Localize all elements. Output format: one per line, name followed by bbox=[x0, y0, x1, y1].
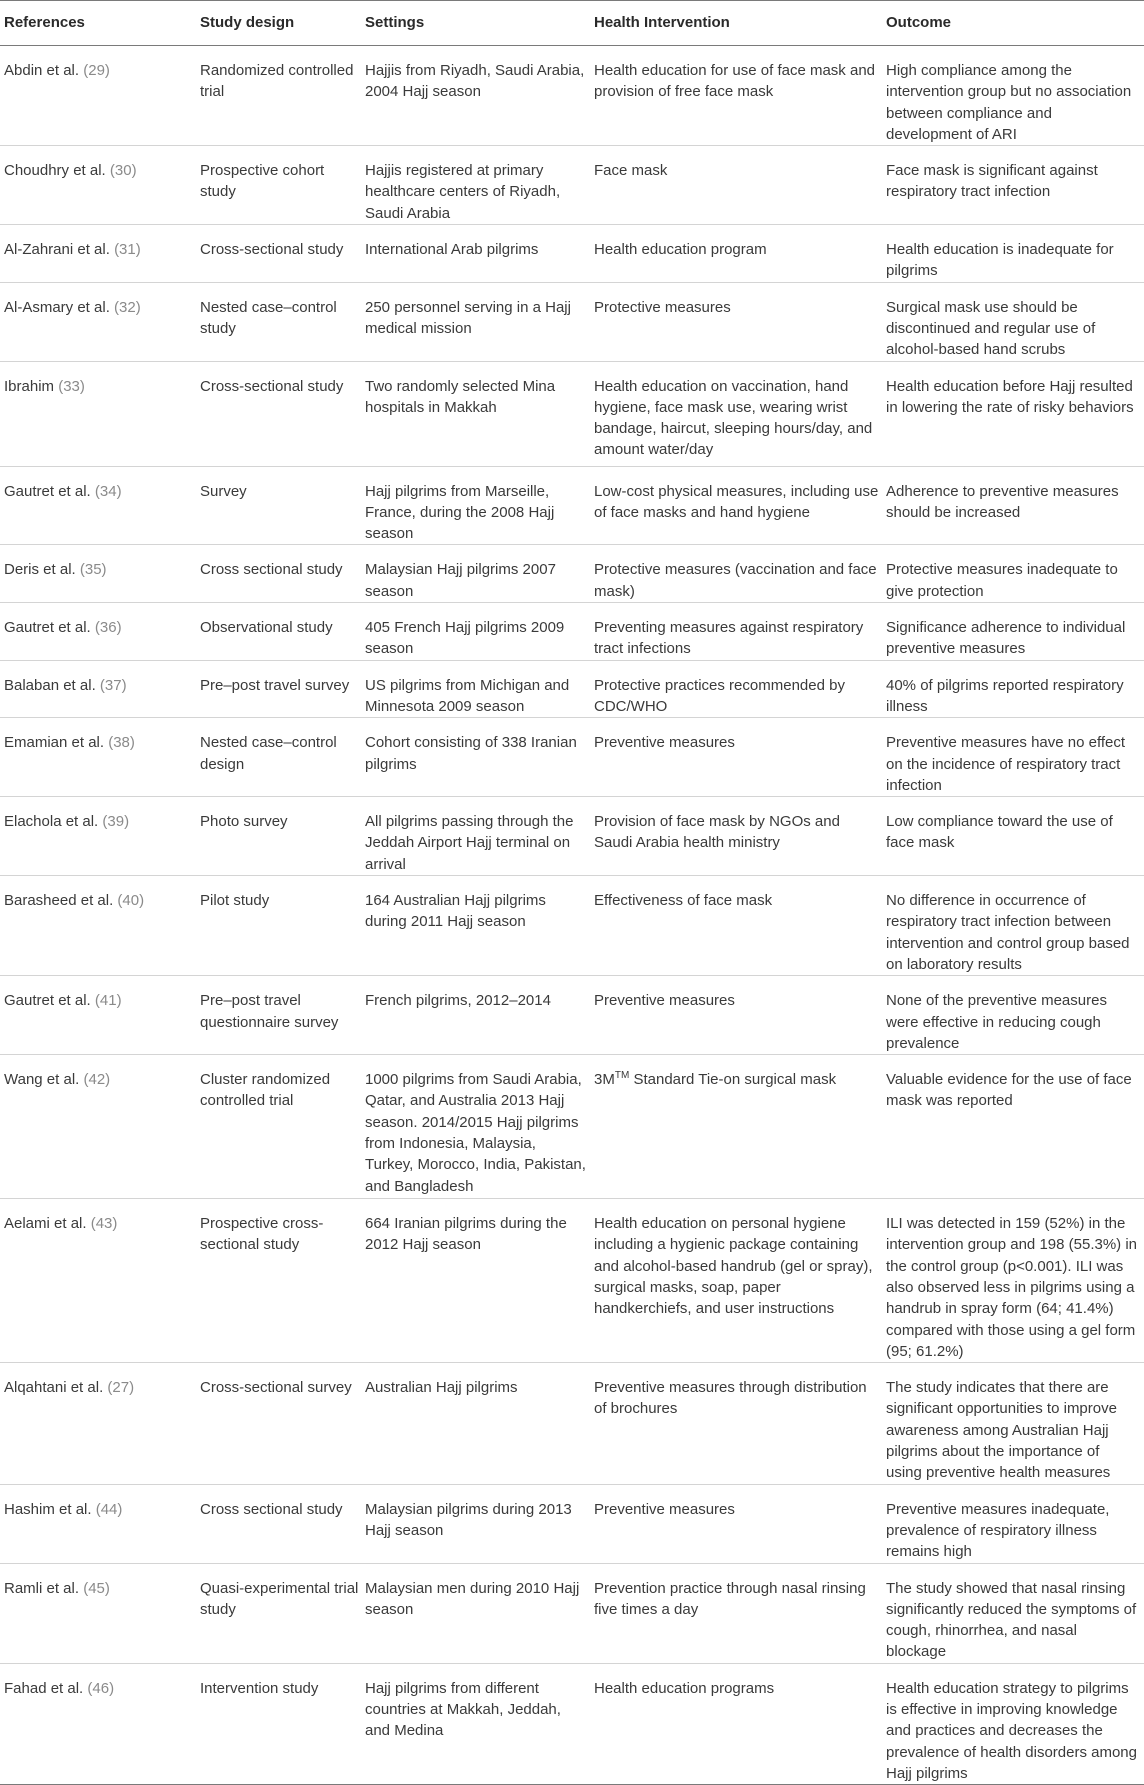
cell-study-design bbox=[200, 1055, 365, 1199]
settings-text: Malaysian men during 2010 Hajj season bbox=[365, 1579, 580, 1618]
cell-health-intervention bbox=[594, 46, 886, 146]
study-design-text: Quasi-experimental trial study bbox=[200, 1579, 359, 1618]
settings-text: Malaysian pilgrims during 2013 Hajj season bbox=[365, 1500, 572, 1539]
cell-study-design bbox=[200, 660, 365, 718]
reference-author: Al-Asmary et al. bbox=[4, 298, 110, 316]
cell-settings bbox=[365, 603, 594, 661]
settings-text: Australian Hajj pilgrims bbox=[365, 1379, 518, 1397]
cell-health-intervention bbox=[594, 1563, 886, 1663]
reference-author: Choudhry et al. bbox=[4, 162, 106, 180]
cell-health-intervention bbox=[594, 146, 886, 225]
cell-settings bbox=[365, 797, 594, 876]
reference-author: Gautret et al. bbox=[4, 619, 91, 637]
reference-number: (41) bbox=[94, 992, 122, 1010]
intervention-text: Protective measures bbox=[594, 298, 731, 316]
outcome-text: 40% of pilgrims reported respiratory illness bbox=[886, 676, 1124, 715]
cell-settings bbox=[365, 1055, 594, 1199]
settings-text: Hajj pilgrims from Marseille, France, during the 2008 Hajj season bbox=[365, 482, 555, 543]
reference-author: Hashim et al. bbox=[4, 1500, 92, 1518]
reference-number: (32) bbox=[114, 298, 141, 316]
intervention-text: Preventive measures bbox=[594, 734, 735, 752]
cell-outcome bbox=[886, 797, 1144, 876]
cell-settings bbox=[365, 1563, 594, 1663]
outcome-text: None of the preventive measures were effective in reducing cough prevalence bbox=[886, 992, 1107, 1052]
cell-study-design bbox=[200, 361, 365, 466]
cell-settings bbox=[365, 1484, 594, 1563]
cell-reference bbox=[0, 1199, 200, 1363]
study-design-text: Photo survey bbox=[200, 813, 288, 831]
cell-health-intervention bbox=[594, 797, 886, 876]
cell-outcome bbox=[886, 1199, 1144, 1363]
intervention-text: Protective practices recommended by CDC/WHO bbox=[594, 676, 845, 715]
reference-number: (37) bbox=[99, 676, 127, 694]
settings-text: 1000 pilgrims from Saudi Arabia, Qatar, and Australia 2013 Hajj season. 2014/2015 Hajj pilgrims from Indonesia, Malaysia, Turkey, Morocco, India, Pakistan, and Bangladesh bbox=[365, 1071, 586, 1195]
study-design-text: Cross-sectional study bbox=[200, 377, 344, 395]
table-row bbox=[0, 797, 1144, 876]
cell-reference bbox=[0, 603, 200, 661]
cell-study-design bbox=[200, 1363, 365, 1484]
cell-settings bbox=[365, 545, 594, 603]
cell-settings bbox=[365, 1363, 594, 1484]
cell-settings bbox=[365, 225, 594, 283]
study-design-text: Prospective cohort study bbox=[200, 162, 325, 201]
study-design-text: Randomized controlled trial bbox=[200, 62, 354, 101]
cell-reference bbox=[0, 976, 200, 1055]
intervention-text: Preventing measures against respiratory tract infections bbox=[594, 619, 864, 658]
intervention-text: Health education programs bbox=[594, 1679, 775, 1697]
intervention-text: Low-cost physical measures, including use of face masks and hand hygiene bbox=[594, 482, 879, 521]
table-header bbox=[0, 1, 1144, 46]
header-health-intervention: Health Intervention bbox=[594, 1, 886, 46]
reference-number: (38) bbox=[108, 734, 135, 752]
settings-text: Cohort consisting of 338 Iranian pilgrims bbox=[365, 734, 577, 773]
cell-settings bbox=[365, 282, 594, 361]
reference-author: Alqahtani et al. bbox=[4, 1379, 104, 1397]
reference-author: Emamian et al. bbox=[4, 734, 105, 752]
cell-study-design bbox=[200, 1199, 365, 1363]
reference-number: (33) bbox=[58, 377, 85, 395]
cell-health-intervention bbox=[594, 545, 886, 603]
reference-author: Balaban et al. bbox=[4, 676, 96, 694]
cell-health-intervention bbox=[594, 1055, 886, 1199]
settings-text: 164 Australian Hajj pilgrims during 2011 Hajj season bbox=[365, 892, 546, 931]
trademark-superscript: TM bbox=[614, 1070, 630, 1082]
intervention-text: Preventive measures bbox=[594, 992, 735, 1010]
cell-settings bbox=[365, 466, 594, 545]
cell-health-intervention bbox=[594, 1484, 886, 1563]
header-settings: Settings bbox=[365, 1, 594, 46]
outcome-text: High compliance among the intervention group but no association between compliance and development of ARI bbox=[886, 62, 1132, 143]
table-row bbox=[0, 282, 1144, 361]
settings-text: Two randomly selected Mina hospitals in Makkah bbox=[365, 377, 556, 416]
study-design-text: Prospective cross-sectional study bbox=[200, 1215, 324, 1254]
cell-outcome bbox=[886, 603, 1144, 661]
table-row bbox=[0, 718, 1144, 797]
cell-reference bbox=[0, 466, 200, 545]
outcome-text: Valuable evidence for the use of face mask was reported bbox=[886, 1071, 1132, 1110]
study-design-text: Cluster randomized controlled trial bbox=[200, 1071, 331, 1110]
reference-number: (44) bbox=[95, 1500, 123, 1518]
study-design-text: Pre–post travel survey bbox=[200, 676, 350, 694]
cell-outcome bbox=[886, 545, 1144, 603]
cell-outcome bbox=[886, 146, 1144, 225]
reference-author: Abdin et al. bbox=[4, 62, 80, 79]
intervention-text: Face mask bbox=[594, 162, 668, 180]
settings-text: French pilgrims, 2012–2014 bbox=[365, 992, 551, 1010]
study-design-text: Cross-sectional study bbox=[200, 241, 344, 259]
study-design-text: Intervention study bbox=[200, 1679, 319, 1697]
table-row bbox=[0, 545, 1144, 603]
study-design-text: Survey bbox=[200, 482, 247, 500]
cell-reference bbox=[0, 660, 200, 718]
reference-number: (35) bbox=[79, 561, 107, 579]
intervention-text: Preventive measures bbox=[594, 1500, 735, 1518]
outcome-text: Adherence to preventive measures should be increased bbox=[886, 482, 1119, 521]
outcome-text: Surgical mask use should be discontinued and regular use of alcohol-based hand scrubs bbox=[886, 298, 1096, 359]
table-row bbox=[0, 225, 1144, 283]
table-row bbox=[0, 876, 1144, 976]
outcome-text: Significance adherence to individual preventive measures bbox=[886, 619, 1126, 658]
cell-study-design bbox=[200, 1563, 365, 1663]
cell-health-intervention bbox=[594, 976, 886, 1055]
outcome-text: Health education is inadequate for pilgrims bbox=[886, 241, 1114, 280]
reference-author: Aelami et al. bbox=[4, 1215, 87, 1233]
cell-health-intervention bbox=[594, 718, 886, 797]
reference-author: Fahad et al. bbox=[4, 1679, 84, 1697]
reference-number: (46) bbox=[87, 1679, 115, 1697]
intervention-text: Preventive measures through distribution of brochures bbox=[594, 1379, 867, 1418]
reference-author: Wang et al. bbox=[4, 1071, 80, 1089]
settings-text: US pilgrims from Michigan and Minnesota 2009 season bbox=[365, 676, 570, 715]
settings-text: International Arab pilgrims bbox=[365, 241, 539, 259]
header-outcome: Outcome bbox=[886, 1, 1144, 46]
cell-reference bbox=[0, 1563, 200, 1663]
cell-outcome bbox=[886, 1563, 1144, 1663]
settings-text: Malaysian Hajj pilgrims 2007 season bbox=[365, 561, 556, 600]
cell-outcome bbox=[886, 1055, 1144, 1199]
table-body bbox=[0, 46, 1144, 1785]
cell-health-intervention bbox=[594, 660, 886, 718]
reference-number: (29) bbox=[83, 62, 110, 79]
cell-reference bbox=[0, 282, 200, 361]
cell-reference bbox=[0, 361, 200, 466]
cell-study-design bbox=[200, 146, 365, 225]
table-row bbox=[0, 1363, 1144, 1484]
outcome-text: Preventive measures have no effect on the incidence of respiratory tract infection bbox=[886, 734, 1126, 794]
outcome-text: No difference in occurrence of respiratory tract infection between intervention and control group based on laboratory results bbox=[886, 892, 1130, 973]
study-design-text: Pre–post travel questionnaire survey bbox=[200, 992, 339, 1031]
reference-number: (43) bbox=[90, 1215, 118, 1233]
intervention-text: Prevention practice through nasal rinsing five times a day bbox=[594, 1579, 866, 1618]
cell-study-design bbox=[200, 282, 365, 361]
cell-outcome bbox=[886, 660, 1144, 718]
intervention-text: Protective measures (vaccination and face mask) bbox=[594, 561, 877, 600]
table-row bbox=[0, 146, 1144, 225]
cell-health-intervention bbox=[594, 225, 886, 283]
cell-health-intervention bbox=[594, 361, 886, 466]
study-design-text: Cross sectional study bbox=[200, 1500, 343, 1518]
cell-settings bbox=[365, 876, 594, 976]
cell-settings bbox=[365, 146, 594, 225]
reference-author: Elachola et al. bbox=[4, 813, 99, 831]
header-references: References bbox=[0, 1, 200, 46]
intervention-text: Effectiveness of face mask bbox=[594, 892, 773, 910]
cell-study-design bbox=[200, 603, 365, 661]
reference-number: (27) bbox=[107, 1379, 135, 1397]
study-design-text: Observational study bbox=[200, 619, 333, 637]
cell-outcome bbox=[886, 361, 1144, 466]
outcome-text: Health education strategy to pilgrims is effective in improving knowledge and practices and decreases the prevalence of health disorders among Hajj pilgrims bbox=[886, 1679, 1137, 1782]
table-row bbox=[0, 1484, 1144, 1563]
cell-reference bbox=[0, 46, 200, 146]
cell-health-intervention bbox=[594, 282, 886, 361]
settings-text: Hajjis from Riyadh, Saudi Arabia, 2004 Hajj season bbox=[365, 62, 585, 101]
cell-study-design bbox=[200, 797, 365, 876]
intervention-brand: 3M bbox=[594, 1071, 615, 1089]
cell-health-intervention bbox=[594, 1663, 886, 1784]
cell-study-design bbox=[200, 876, 365, 976]
reference-number: (39) bbox=[102, 813, 130, 831]
settings-text: Hajjis registered at primary healthcare centers of Riyadh, Saudi Arabia bbox=[365, 162, 561, 222]
study-design-text: Cross sectional study bbox=[200, 561, 343, 579]
cell-health-intervention bbox=[594, 1199, 886, 1363]
study-design-text: Pilot study bbox=[200, 892, 270, 910]
cell-outcome bbox=[886, 225, 1144, 283]
cell-study-design bbox=[200, 1484, 365, 1563]
study-design-text: Nested case–control design bbox=[200, 734, 337, 773]
cell-study-design bbox=[200, 1663, 365, 1784]
intervention-text: Provision of face mask by NGOs and Saudi Arabia health ministry bbox=[594, 813, 840, 852]
table-row bbox=[0, 466, 1144, 545]
cell-study-design bbox=[200, 545, 365, 603]
outcome-text: Low compliance toward the use of face mask bbox=[886, 813, 1113, 852]
table-row bbox=[0, 976, 1144, 1055]
intervention-text: Health education on vaccination, hand hygiene, face mask use, wearing wrist bandage, haircut, sleeping hours/day, and amount water/day bbox=[594, 377, 873, 459]
cell-reference bbox=[0, 1363, 200, 1484]
reference-number: (36) bbox=[94, 619, 122, 637]
cell-outcome bbox=[886, 46, 1144, 146]
outcome-text: Health education before Hajj resulted in lowering the rate of risky behaviors bbox=[886, 377, 1134, 416]
reference-number: (30) bbox=[109, 162, 137, 180]
intervention-text: Health education program bbox=[594, 241, 767, 259]
intervention-text: Standard Tie-on surgical mask bbox=[633, 1071, 837, 1089]
settings-text: 664 Iranian pilgrims during the 2012 Hajj season bbox=[365, 1215, 567, 1254]
settings-text: Hajj pilgrims from different countries at Makkah, Jeddah, and Medina bbox=[365, 1679, 561, 1740]
cell-outcome bbox=[886, 282, 1144, 361]
table-row bbox=[0, 46, 1144, 146]
cell-study-design bbox=[200, 466, 365, 545]
table-row bbox=[0, 660, 1144, 718]
study-design-text: Nested case–control study bbox=[200, 298, 337, 337]
cell-health-intervention bbox=[594, 466, 886, 545]
intervention-text: Health education for use of face mask and provision of free face mask bbox=[594, 62, 876, 101]
table-row bbox=[0, 603, 1144, 661]
reference-number: (34) bbox=[94, 482, 122, 500]
cell-reference bbox=[0, 1663, 200, 1784]
header-study-design: Study design bbox=[200, 1, 365, 46]
cell-reference bbox=[0, 225, 200, 283]
cell-outcome bbox=[886, 876, 1144, 976]
cell-reference bbox=[0, 1055, 200, 1199]
cell-settings bbox=[365, 718, 594, 797]
reference-number: (45) bbox=[83, 1579, 110, 1597]
outcome-text: ILI was detected in 159 (52%) in the intervention group and 198 (55.3%) in the control group (p<0.001). ILI was also observed less in pilgrims using a handrub in spray form (64; 41.4%) compared with those using a gel form (95; 61.2%) bbox=[886, 1215, 1138, 1360]
cell-settings bbox=[365, 361, 594, 466]
reference-author: Barasheed et al. bbox=[4, 892, 114, 910]
cell-study-design bbox=[200, 718, 365, 797]
settings-text: All pilgrims passing through the Jeddah Airport Hajj terminal on arrival bbox=[365, 813, 574, 873]
cell-reference bbox=[0, 1484, 200, 1563]
intervention-text: Health education on personal hygiene including a hygienic package containing and alcohol-based handrub (gel or spray), surgical masks, soap, paper handkerchiefs, and user instructions bbox=[594, 1215, 873, 1318]
cell-outcome bbox=[886, 466, 1144, 545]
cell-settings bbox=[365, 46, 594, 146]
reference-number: (40) bbox=[117, 892, 145, 910]
reference-author: Ibrahim bbox=[4, 377, 55, 395]
cell-settings bbox=[365, 1663, 594, 1784]
outcome-text: Face mask is significant against respiratory tract infection bbox=[886, 162, 1098, 201]
cell-reference bbox=[0, 545, 200, 603]
table-row bbox=[0, 1199, 1144, 1363]
cell-outcome bbox=[886, 976, 1144, 1055]
study-design-text: Cross-sectional survey bbox=[200, 1379, 352, 1397]
cell-study-design bbox=[200, 976, 365, 1055]
settings-text: 405 French Hajj pilgrims 2009 season bbox=[365, 619, 565, 658]
cell-outcome bbox=[886, 1363, 1144, 1484]
cell-settings bbox=[365, 976, 594, 1055]
cell-outcome bbox=[886, 1484, 1144, 1563]
cell-study-design bbox=[200, 225, 365, 283]
table-row bbox=[0, 1563, 1144, 1663]
outcome-text: Preventive measures inadequate, prevalence of respiratory illness remains high bbox=[886, 1500, 1110, 1561]
reference-author: Ramli et al. bbox=[4, 1579, 80, 1597]
reference-number: (42) bbox=[83, 1071, 111, 1089]
cell-reference bbox=[0, 876, 200, 976]
cell-health-intervention bbox=[594, 876, 886, 976]
outcome-text: Protective measures inadequate to give protection bbox=[886, 561, 1118, 600]
cell-study-design bbox=[200, 46, 365, 146]
cell-outcome bbox=[886, 1663, 1144, 1784]
cell-settings bbox=[365, 660, 594, 718]
settings-text: 250 personnel serving in a Hajj medical mission bbox=[365, 298, 571, 337]
cell-reference bbox=[0, 718, 200, 797]
reference-author: Deris et al. bbox=[4, 561, 76, 579]
cell-reference bbox=[0, 146, 200, 225]
reference-author: Gautret et al. bbox=[4, 992, 91, 1010]
reference-author: Al-Zahrani et al. bbox=[4, 241, 110, 259]
table-row bbox=[0, 361, 1144, 466]
table-row bbox=[0, 1663, 1144, 1784]
reference-author: Gautret et al. bbox=[4, 482, 91, 500]
header-row bbox=[0, 1, 1144, 46]
cell-reference bbox=[0, 797, 200, 876]
cell-outcome bbox=[886, 718, 1144, 797]
cell-health-intervention bbox=[594, 603, 886, 661]
cell-settings bbox=[365, 1199, 594, 1363]
table-row bbox=[0, 1055, 1144, 1199]
reference-number: (31) bbox=[114, 241, 141, 259]
cell-health-intervention bbox=[594, 1363, 886, 1484]
outcome-text: The study indicates that there are significant opportunities to improve awareness among Australian Hajj pilgrims about the importance of using preventive health measures bbox=[886, 1379, 1117, 1482]
outcome-text: The study showed that nasal rinsing significantly reduced the symptoms of cough, rhinorrhea, and nasal blockage bbox=[886, 1579, 1137, 1661]
